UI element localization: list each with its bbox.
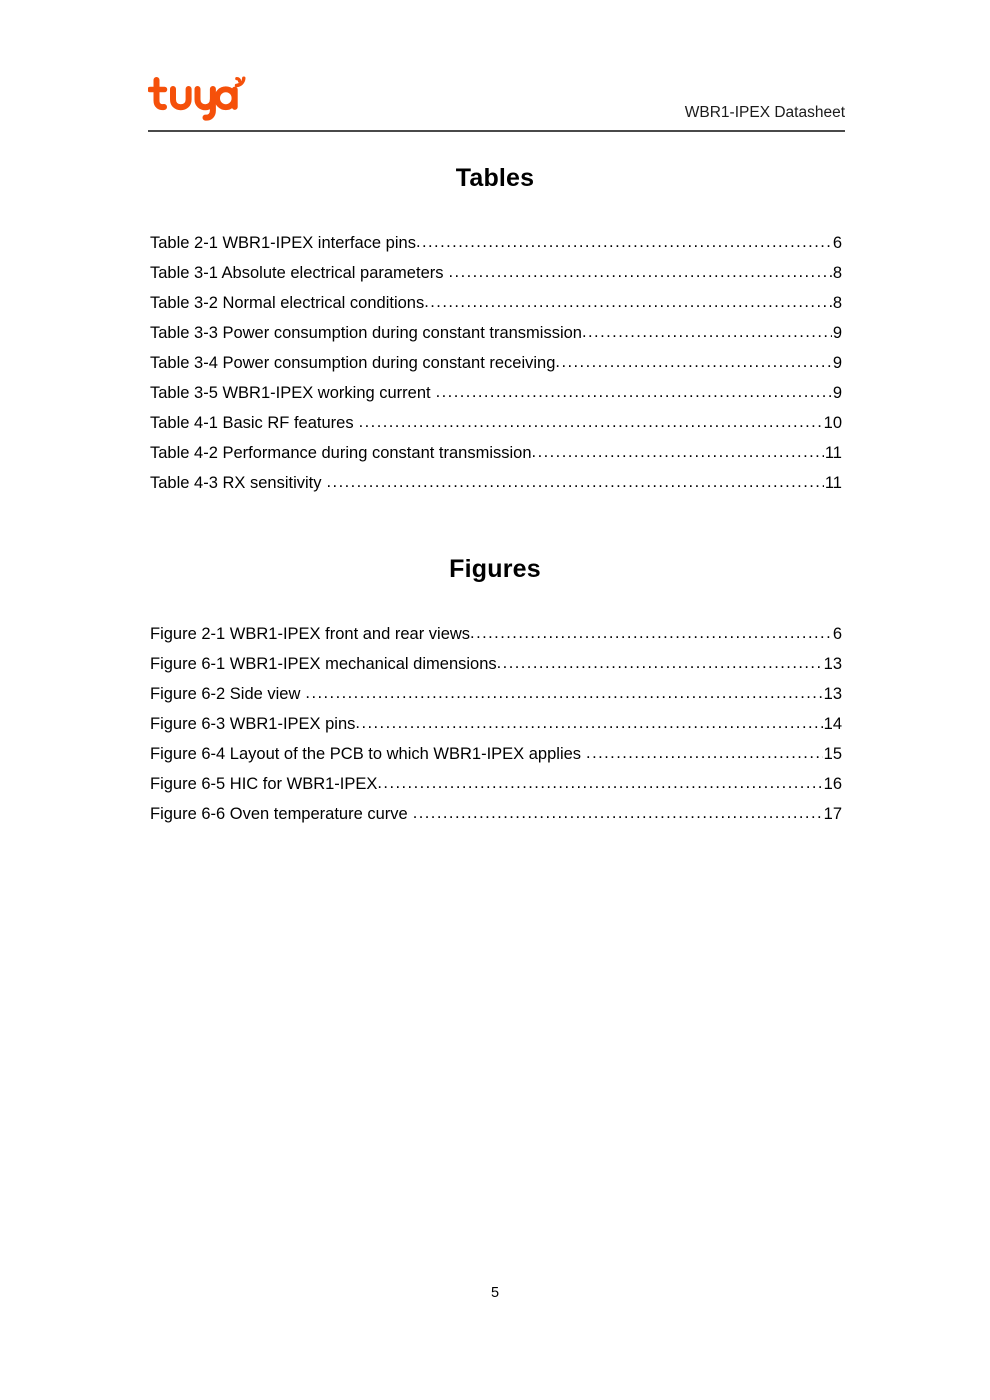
toc-entry[interactable] <box>150 614 842 644</box>
toc-entry-label: Figure 6-6 Oven temperature curve <box>150 805 408 823</box>
toc-entry-page: 13 <box>823 685 842 703</box>
header-document-title: WBR1-IPEX Datasheet <box>684 104 845 121</box>
toc-entry[interactable] <box>150 283 842 313</box>
toc-entry[interactable] <box>150 644 842 674</box>
toc-dot-leader <box>582 325 832 339</box>
toc-dot-leader <box>532 445 824 459</box>
toc-entry-label: Figure 2-1 WBR1-IPEX front and rear views <box>150 625 471 643</box>
toc-entry-page: 9 <box>832 384 842 402</box>
toc-entry[interactable] <box>150 313 842 343</box>
toc-entry-label: Table 4-1 Basic RF features <box>150 414 354 432</box>
toc-entry-label: Figure 6-3 WBR1-IPEX pins <box>150 715 356 733</box>
toc-dot-leader <box>327 475 824 489</box>
toc-dot-leader <box>586 746 823 760</box>
toc-entry-label: Table 2-1 WBR1-IPEX interface pins <box>150 234 416 252</box>
toc-entry-label: Table 3-1 Absolute electrical parameters <box>150 264 444 282</box>
toc-dot-leader <box>305 686 822 700</box>
toc-entry-label: Table 3-5 WBR1-IPEX working current <box>150 384 431 402</box>
toc-dot-leader <box>359 415 823 429</box>
toc-entry-page: 13 <box>823 655 842 673</box>
footer-page-number: 5 <box>490 1285 500 1301</box>
figures-section-heading: Figures <box>449 555 541 583</box>
tuya-logo <box>148 74 258 122</box>
toc-dot-leader <box>416 235 832 249</box>
toc-entry[interactable] <box>150 704 842 734</box>
toc-entry-page: 15 <box>823 745 842 763</box>
toc-entry-page: 11 <box>824 474 842 492</box>
toc-entry-page: 11 <box>824 444 842 462</box>
figures-toc-list <box>150 614 842 824</box>
toc-entry[interactable] <box>150 223 842 253</box>
toc-entry[interactable] <box>150 403 842 433</box>
toc-entry-label: Figure 6-1 WBR1-IPEX mechanical dimensions <box>150 655 497 673</box>
toc-dot-leader <box>555 355 831 369</box>
toc-entry-page: 17 <box>823 805 842 823</box>
toc-dot-leader <box>497 656 823 670</box>
toc-dot-leader <box>355 716 822 730</box>
toc-entry[interactable] <box>150 343 842 373</box>
toc-entry[interactable] <box>150 764 842 794</box>
toc-entry-label: Table 4-2 Performance during constant transmission <box>150 444 532 462</box>
toc-entry-label: Figure 6-5 HIC for WBR1-IPEX <box>150 775 378 793</box>
toc-entry-page: 6 <box>832 625 842 643</box>
toc-entry-page: 8 <box>832 264 842 282</box>
toc-entry[interactable] <box>150 463 842 493</box>
toc-entry[interactable] <box>150 794 842 824</box>
page-header <box>148 62 845 134</box>
toc-entry-page: 9 <box>832 324 842 342</box>
toc-entry-page: 16 <box>823 775 842 793</box>
toc-dot-leader <box>449 265 832 279</box>
toc-dot-leader <box>436 385 832 399</box>
toc-entry-page: 8 <box>832 294 842 312</box>
toc-entry-label: Table 4-3 RX sensitivity <box>150 474 322 492</box>
toc-entry-page: 10 <box>823 414 842 432</box>
toc-entry-label: Figure 6-4 Layout of the PCB to which WBR1-IPEX applies <box>150 745 582 763</box>
toc-entry-label: Table 3-3 Power consumption during constant transmission <box>150 324 582 342</box>
toc-dot-leader <box>470 626 832 640</box>
header-divider <box>148 130 845 132</box>
toc-entry-label: Table 3-4 Power consumption during constant receiving <box>150 354 556 372</box>
toc-entry-label: Table 3-2 Normal electrical conditions <box>150 294 425 312</box>
tables-toc-list <box>150 223 842 493</box>
tables-section-heading: Tables <box>455 164 535 192</box>
toc-entry[interactable] <box>150 734 842 764</box>
toc-dot-leader <box>377 776 822 790</box>
toc-entry[interactable] <box>150 253 842 283</box>
toc-dot-leader <box>424 295 832 309</box>
toc-entry[interactable] <box>150 674 842 704</box>
toc-entry-page: 6 <box>832 234 842 252</box>
toc-dot-leader <box>413 806 823 820</box>
toc-entry[interactable] <box>150 433 842 463</box>
toc-entry[interactable] <box>150 373 842 403</box>
toc-entry-label: Figure 6-2 Side view <box>150 685 301 703</box>
toc-entry-page: 9 <box>832 354 842 372</box>
toc-entry-page: 14 <box>823 715 842 733</box>
